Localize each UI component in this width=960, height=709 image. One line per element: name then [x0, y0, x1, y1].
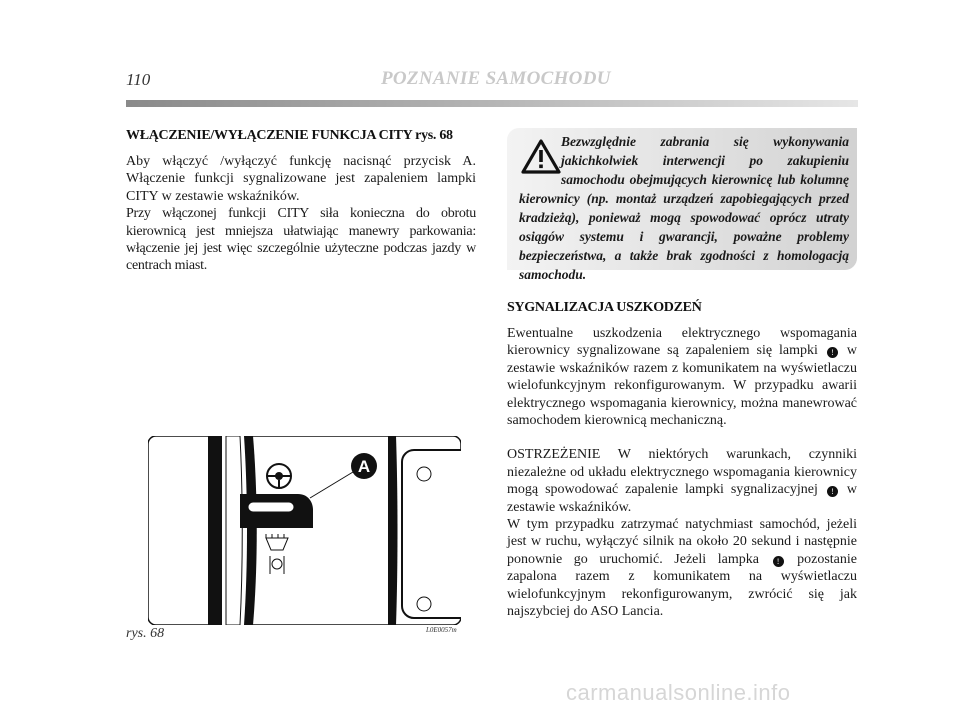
figure-code: L0E0057m — [426, 626, 457, 634]
right-column — [507, 128, 857, 621]
failure-paragraph-2: OSTRZEŻENIE W niektórych warunkach, czynniki niezależne od układu elektrycznego wspomagania kierownicy mogą spowodować zapalenie lampki sygnalizacyjnej ! w zestawie wskaźników. — [507, 447, 858, 515]
city-function-heading: WŁĄCZENIE/WYŁĄCZENIE FUNKCJA CITY rys. 68 — [126, 128, 453, 143]
figure-dashboard-switch — [148, 436, 461, 625]
warning-text: Bezwzględnie zabrania się wykonywania jakichkolwiek interwencji po zakupieniu samochodu obejmujących kierownicę lub kolumnę kierownicy (np. montaż urządzeń zapobiegających przed kradzieżą), ponieważ mogą spowodować oprócz utraty osiągów systemu i gwarancji, poważne problemy bezpieczeństwa, a także brak zgodności z homologacją samochodu. — [519, 134, 849, 282]
header-rule — [126, 100, 858, 107]
warning-box — [507, 128, 857, 282]
city-function-paragraph-1: Aby włączyć /wyłączyć funkcję nacisnąć przycisk A. Włączenie funkcji sygnalizowane jest zapaleniem lampki CITY w zestawie wskaźników. — [126, 154, 476, 204]
steering-lamp-icon: ! — [773, 556, 784, 567]
city-function-paragraph-2: Przy włączonej funkcji CITY siła konieczna do obrotu kierownicą jest mniejsza ułatwiając manewry parkowania: włączenie jej jest więc szczególnie użyteczne podczas jazdy w centrach miast. — [126, 206, 476, 274]
left-column — [126, 128, 476, 275]
figure-caption: rys. 68 — [126, 626, 165, 641]
steering-lamp-icon: ! — [827, 486, 838, 497]
failure-paragraph-1: Ewentualne uszkodzenia elektrycznego wspomagania kierownicy sygnalizowane są zapaleniem się lampki ! w zestawie wskaźników razem z komunikatem na wyświetlaczu wielofunkcyjnym rekonfigurowanym. W przypadku awarii elektrycznego wspomagania kierownicy, można manewrować samochodem kierownicą mechaniczną. — [507, 326, 858, 429]
steering-lamp-icon: ! — [827, 347, 838, 358]
page-number: 110 — [126, 70, 151, 89]
watermark: carmanualsonline.info — [566, 680, 791, 705]
callout-a-label: A — [357, 457, 371, 476]
section-title: POZNANIE SAMOCHODU — [381, 68, 611, 89]
failure-heading: SYGNALIZACJA USZKODZEŃ — [507, 300, 702, 315]
failure-paragraph-3: W tym przypadku zatrzymać natychmiast samochód, jeżeli jest w ruchu, wyłączyć silnik na około 20 sekund i następnie ponownie go uruchomić. Jeżeli lampka ! pozostanie zapalona razem z komunikatem na wyświetlaczu wielofunkcyjnym rekonfigurowanym, zwrócić się jak najszybciej do ASO Lancia. — [507, 517, 857, 620]
